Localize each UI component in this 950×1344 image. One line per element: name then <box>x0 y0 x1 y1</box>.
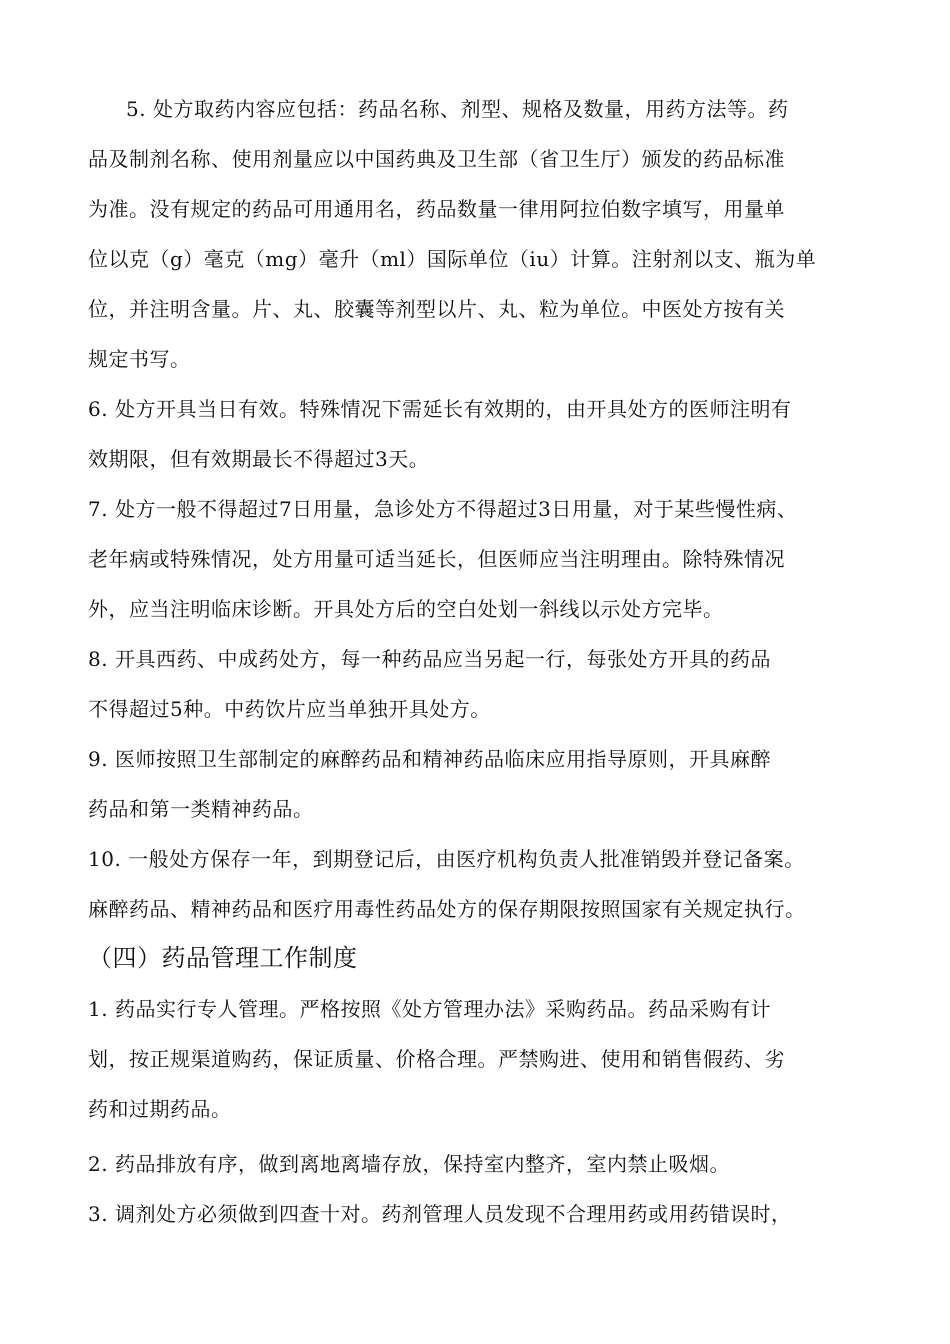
text-line: 划，按正规渠道购药，保证质量、价格合理。严禁购进、使用和销售假药、劣 <box>88 1047 785 1071</box>
text-line: 9. 医师按照卫生部制定的麻醉药品和精神药品临床应用指导原则，开具麻醉 <box>88 747 771 771</box>
text-line: 位以克（g）毫克（mg）毫升（ml）国际单位（iu）计算。注射剂以支、瓶为单 <box>88 247 817 271</box>
text-line: 10. 一般处方保存一年，到期登记后，由医疗机构负责人批准销毁并登记备案。 <box>88 847 805 871</box>
text-line: 2. 药品排放有序，做到离地离墙存放，保持室内整齐，室内禁止吸烟。 <box>88 1152 730 1176</box>
text-line: 品及制剂名称、使用剂量应以中国药典及卫生部（省卫生厅）颁发的药品标准 <box>88 147 785 171</box>
text-line: 不得超过5种。中药饮片应当单独开具处方。 <box>88 697 491 721</box>
text-line: 药品和第一类精神药品。 <box>88 797 314 821</box>
text-line: 3. 调剂处方必须做到四查十对。药剂管理人员发现不合理用药或用药错误时， <box>88 1202 792 1226</box>
text-line: 老年病或特殊情况，处方用量可适当延长，但医师应当注明理由。除特殊情况 <box>88 547 785 571</box>
text-line: 8. 开具西药、中成药处方，每一种药品应当另起一行，每张处方开具的药品 <box>88 647 771 671</box>
text-line: 效期限，但有效期最长不得超过3天。 <box>88 447 430 471</box>
text-line: 规定书写。 <box>88 347 191 371</box>
text-line: 外，应当注明临床诊断。开具处方后的空白处划一斜线以示处方完毕。 <box>88 597 724 621</box>
text-line: 5. 处方取药内容应包括：药品名称、剂型、规格及数量，用药方法等。药 <box>126 97 789 121</box>
text-line: 为准。没有规定的药品可用通用名，药品数量一律用阿拉伯数字填写，用量单 <box>88 197 785 221</box>
text-line: 7. 处方一般不得超过7日用量，急诊处方不得超过3日用量，对于某些慢性病、 <box>88 497 798 521</box>
text-line: 6. 处方开具当日有效。特殊情况下需延长有效期的，由开具处方的医师注明有 <box>88 397 792 421</box>
text-line: 1. 药品实行专人管理。严格按照《处方管理办法》采购药品。药品采购有计 <box>88 997 771 1021</box>
section-heading: （四）药品管理工作制度 <box>88 944 358 972</box>
text-line: 药和过期药品。 <box>88 1097 232 1121</box>
text-line: 麻醉药品、精神药品和医疗用毒性药品处方的保存期限按照国家有关规定执行。 <box>88 897 806 921</box>
text-line: 位，并注明含量。片、丸、胶囊等剂型以片、丸、粒为单位。中医处方按有关 <box>88 297 785 321</box>
